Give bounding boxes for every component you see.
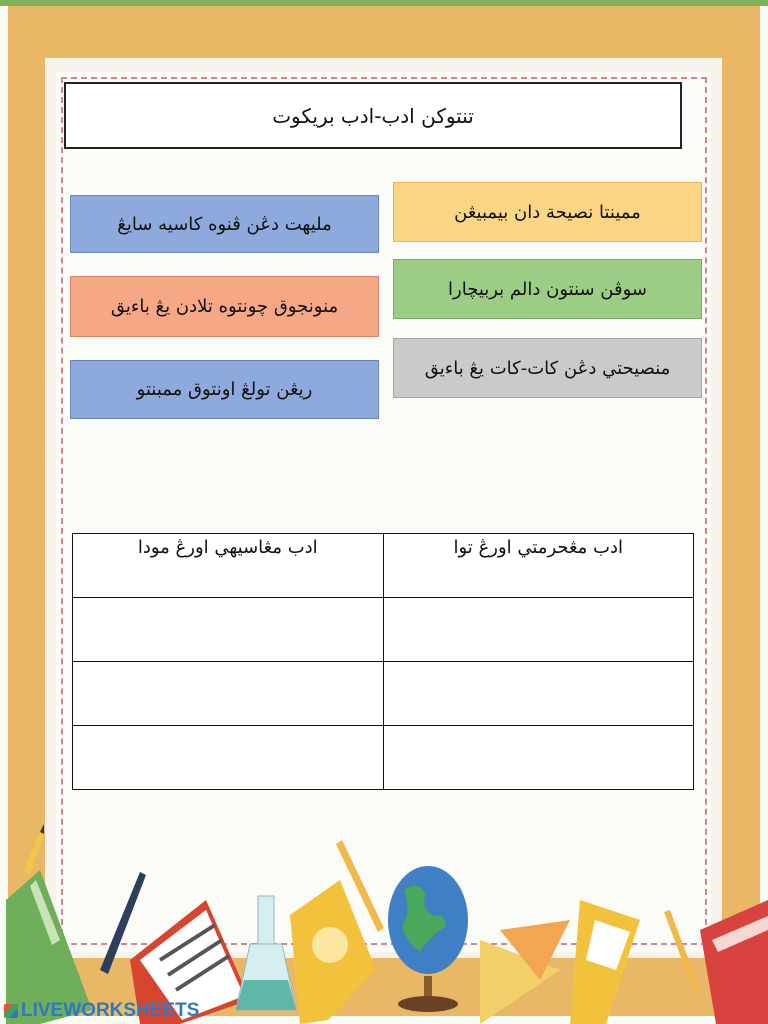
table-row	[73, 662, 694, 726]
brand-mark-icon	[4, 1004, 18, 1018]
school-supplies-illustration	[0, 820, 768, 1024]
drag-card-love[interactable]: مليهت دڠن ڤنوه كاسيه سايڠ	[70, 195, 379, 253]
table-row	[73, 598, 694, 662]
pencil-icon	[664, 910, 700, 992]
sorting-table	[72, 533, 694, 790]
column-header-young: ادب مڠاسيهي اورڠ مودا	[73, 534, 384, 598]
drop-zone[interactable]	[73, 662, 384, 726]
drag-card-good-words[interactable]: منصيحتي دڠن كات-كات يڠ باءيق	[393, 338, 702, 398]
liveworksheets-logo	[4, 1000, 199, 1022]
worksheet-title: تنتوكن ادب-ادب بريكوت	[64, 82, 682, 149]
drop-zone[interactable]	[383, 726, 694, 790]
drop-zone[interactable]	[73, 726, 384, 790]
drop-zone[interactable]	[383, 598, 694, 662]
top-border-strip	[0, 0, 768, 6]
red-book-icon	[700, 900, 768, 1024]
drag-card-good-example[interactable]: منونجوق چونتوه تلادن يڠ باءيق	[70, 276, 379, 337]
ruler-icon	[480, 920, 570, 1024]
brand-name: LIVEWORKSHEETS	[21, 1000, 200, 1021]
notebook-icon	[570, 900, 640, 1024]
drag-card-help[interactable]: ريڠن تولڠ اونتوق ممبنتو	[70, 360, 379, 419]
drag-card-advice[interactable]: ممينتا نصيحة دان بيمبيڠن	[393, 182, 702, 242]
table-row	[73, 726, 694, 790]
drop-zone[interactable]	[73, 598, 384, 662]
globe-icon	[388, 866, 468, 1012]
drop-zone[interactable]	[383, 662, 694, 726]
drag-card-polite-speech[interactable]: سوڤن سنتون دالم بربيچارا	[393, 259, 702, 319]
table-header-row	[73, 534, 694, 598]
yellow-book-icon	[290, 880, 376, 1024]
column-header-elders: ادب مڠحرمتي اورڠ توا	[383, 534, 694, 598]
flask-icon	[236, 896, 296, 1010]
pencil-icon	[24, 824, 44, 874]
